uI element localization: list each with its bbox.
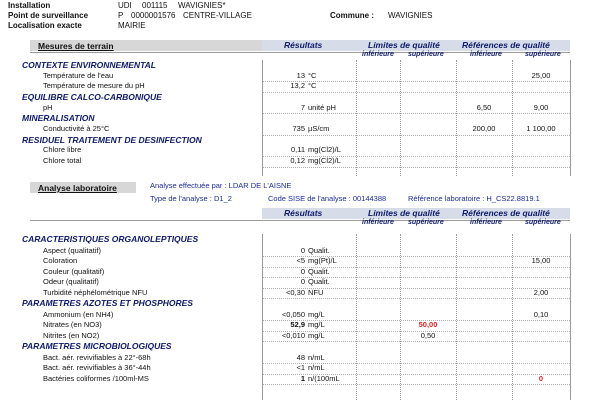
column-rule: [570, 234, 571, 400]
limits-upper-header: supérieure: [408, 51, 444, 58]
point-name: CENTRE-VILLAGE: [183, 11, 252, 20]
lab-limits-lower-header: inférieure: [362, 219, 394, 226]
table-row: [0, 353, 600, 364]
column-rule: [400, 234, 401, 400]
installation-number: 001115: [142, 1, 168, 10]
table-row: [0, 331, 600, 342]
table-row: [0, 71, 600, 82]
table-row: [0, 156, 600, 167]
column-rule: [356, 234, 357, 400]
row-divider: [262, 341, 570, 342]
lab-results-header: Résultats: [284, 208, 323, 218]
result-unit: °C: [308, 70, 317, 80]
commune-label: Commune :: [330, 11, 374, 20]
installation-name: WAVIGNIES*: [178, 1, 226, 10]
column-rule: [262, 234, 263, 400]
installation-code: UDI: [118, 1, 132, 10]
parameter-name: Nitrites (en NO2): [43, 330, 100, 340]
column-rule: [570, 60, 571, 176]
lab-section-title: Analyse laboratoire: [38, 183, 117, 193]
row-divider: [262, 92, 570, 93]
result-value: <0,010: [281, 330, 305, 340]
parameter-name: Couleur (qualitatif): [43, 266, 105, 276]
location-value: MAIRIE: [118, 21, 146, 30]
category-heading: MINERALISATION: [22, 113, 95, 124]
column-rule: [512, 60, 513, 176]
table-row: [0, 374, 600, 385]
column-rule: [400, 60, 401, 176]
table-row: [0, 256, 600, 267]
quality-ref-sup: 15,00: [531, 256, 551, 265]
column-rule: [512, 234, 513, 400]
refs-lower-header: inférieure: [470, 51, 502, 58]
quality-limits-header: Limites de qualité: [368, 40, 440, 50]
result-unit: Qualit.: [308, 277, 330, 286]
result-value: 0: [300, 266, 305, 276]
lab-analysis-type: Type de l'analyse : D1_2: [150, 194, 232, 203]
result-value: <0,30: [286, 287, 305, 297]
field-section-title: Mesures de terrain: [38, 41, 114, 51]
lab-reference: Référence laboratoire : H_CS22.8819.1: [408, 194, 540, 203]
parameter-name: Coloration: [43, 256, 78, 265]
result-value: 0,11: [290, 145, 305, 155]
table-row: [0, 81, 600, 92]
quality-ref-inf: 6,50: [476, 102, 492, 112]
parameter-name: pH: [43, 102, 53, 112]
result-unit: mg(Cl2)/L: [308, 156, 341, 165]
result-value: 1: [300, 373, 305, 383]
quality-ref-inf: 200,00: [472, 123, 496, 133]
result-value: 52,9: [290, 320, 305, 329]
row-divider: [262, 113, 570, 114]
result-value: <0,050: [281, 309, 305, 319]
row-divider: [262, 298, 570, 299]
result-value: 0: [300, 277, 305, 286]
row-divider: [262, 384, 570, 385]
installation-header: [0, 0, 600, 32]
lab-refs-lower-header: inférieure: [470, 219, 502, 226]
parameter-name: Température de l'eau: [43, 70, 114, 80]
row-divider: [262, 167, 570, 168]
result-value: 48: [296, 352, 305, 362]
table-row: [0, 277, 600, 288]
parameter-name: Nitrates (en NO3): [43, 320, 102, 329]
table-row: [0, 288, 600, 299]
result-value: <1: [296, 363, 305, 372]
parameter-name: Bact. aér. revivifiables à 36°-44h: [43, 363, 151, 372]
result-unit: NFU: [308, 287, 324, 297]
column-rule: [262, 60, 263, 176]
result-unit: Qualit.: [308, 245, 330, 255]
table-row: [0, 246, 600, 257]
result-unit: unité pH: [308, 102, 336, 112]
column-rule: [456, 234, 457, 400]
table-row: [0, 363, 600, 374]
result-unit: µS/cm: [308, 123, 330, 133]
installation-label: Installation: [8, 1, 51, 10]
result-value: <5: [296, 256, 305, 265]
table-row: [0, 267, 600, 278]
result-unit: n/(100mL: [308, 373, 340, 383]
table-row: [0, 124, 600, 135]
quality-ref-sup: 0,10: [533, 309, 549, 319]
category-heading: EQUILIBRE CALCO-CARBONIQUE: [22, 92, 162, 103]
result-value: 7: [300, 102, 305, 112]
table-row: [0, 145, 600, 156]
table-row: [0, 320, 600, 331]
parameter-name: Température de mesure du pH: [43, 81, 145, 91]
quality-lim-sup: 0,50: [420, 330, 436, 340]
quality-ref-sup: 9,00: [533, 102, 549, 112]
parameter-name: Turbidité néphélométrique NFU: [43, 287, 148, 297]
lab-quality-limits-header: Limites de qualité: [368, 208, 440, 218]
lab-refs-upper-header: supérieure: [525, 219, 561, 226]
quality-lim-sup: 50,00: [418, 320, 438, 329]
quality-ref-sup: 0: [538, 373, 544, 383]
result-value: 13,2: [290, 81, 305, 91]
result-value: 735: [292, 123, 305, 133]
column-rule: [456, 60, 457, 176]
table-row: [0, 310, 600, 321]
result-unit: mg/L: [308, 330, 325, 340]
result-value: 0: [300, 245, 305, 255]
result-unit: mg(Cl2)/L: [308, 145, 341, 155]
quality-refs-header: Références de qualité: [462, 40, 550, 50]
point-code: P: [118, 11, 124, 20]
category-heading: CONTEXTE ENVIRONNEMENTAL: [22, 60, 156, 70]
category-heading: CARACTERISTIQUES ORGANOLEPTIQUES: [22, 234, 199, 244]
quality-ref-sup: 2,00: [533, 287, 549, 297]
lab-limits-upper-header: supérieure: [408, 219, 444, 226]
refs-upper-header: supérieure: [525, 51, 561, 58]
result-unit: mg/L: [308, 320, 325, 329]
parameter-name: Bactéries coliformes /100ml-MS: [43, 373, 149, 383]
point-number: 0000001576: [131, 11, 176, 20]
category-heading: RESIDUEL TRAITEMENT DE DESINFECTION: [22, 134, 202, 145]
category-heading: PARAMETRES MICROBIOLOGIQUES: [22, 341, 172, 351]
result-unit: n/mL: [308, 363, 325, 372]
category-heading: PARAMETRES AZOTES ET PHOSPHORES: [22, 298, 193, 308]
parameter-name: Odeur (qualitatif): [43, 277, 99, 286]
result-unit: n/mL: [308, 352, 325, 362]
results-header: Résultats: [284, 40, 323, 50]
parameter-name: Chlore total: [43, 156, 82, 165]
lab-quality-refs-header: Références de qualité: [462, 208, 550, 218]
lab-performed-by: Analyse effectuée par : LDAR DE L'AISNE: [150, 181, 292, 190]
result-unit: mg/L: [308, 309, 325, 319]
limits-lower-header: inférieure: [362, 51, 394, 58]
table-row: [0, 103, 600, 114]
commune-value: WAVIGNIES: [388, 11, 433, 20]
parameter-name: Chlore libre: [43, 145, 82, 155]
quality-ref-sup: 1 100,00: [526, 123, 556, 133]
parameter-name: Aspect (qualitatif): [43, 245, 101, 255]
location-label: Localisation exacte: [8, 21, 82, 30]
lab-sise-code: Code SISE de l'analyse : 00144388: [268, 194, 387, 203]
result-value: 0,12: [290, 156, 305, 165]
column-rule: [356, 60, 357, 176]
quality-ref-sup: 25,00: [531, 70, 551, 80]
point-label: Point de surveillance: [8, 11, 89, 20]
result-unit: Qualit.: [308, 266, 330, 276]
parameter-name: Bact. aér. revivifiables à 22°-68h: [43, 352, 151, 362]
parameter-name: Ammonium (en NH4): [43, 309, 114, 319]
result-value: 13: [296, 70, 305, 80]
result-unit: °C: [308, 81, 317, 91]
result-unit: mg(Pt)/L: [308, 256, 337, 265]
parameter-name: Conductivité à 25°C: [43, 123, 110, 133]
row-divider: [262, 135, 570, 136]
